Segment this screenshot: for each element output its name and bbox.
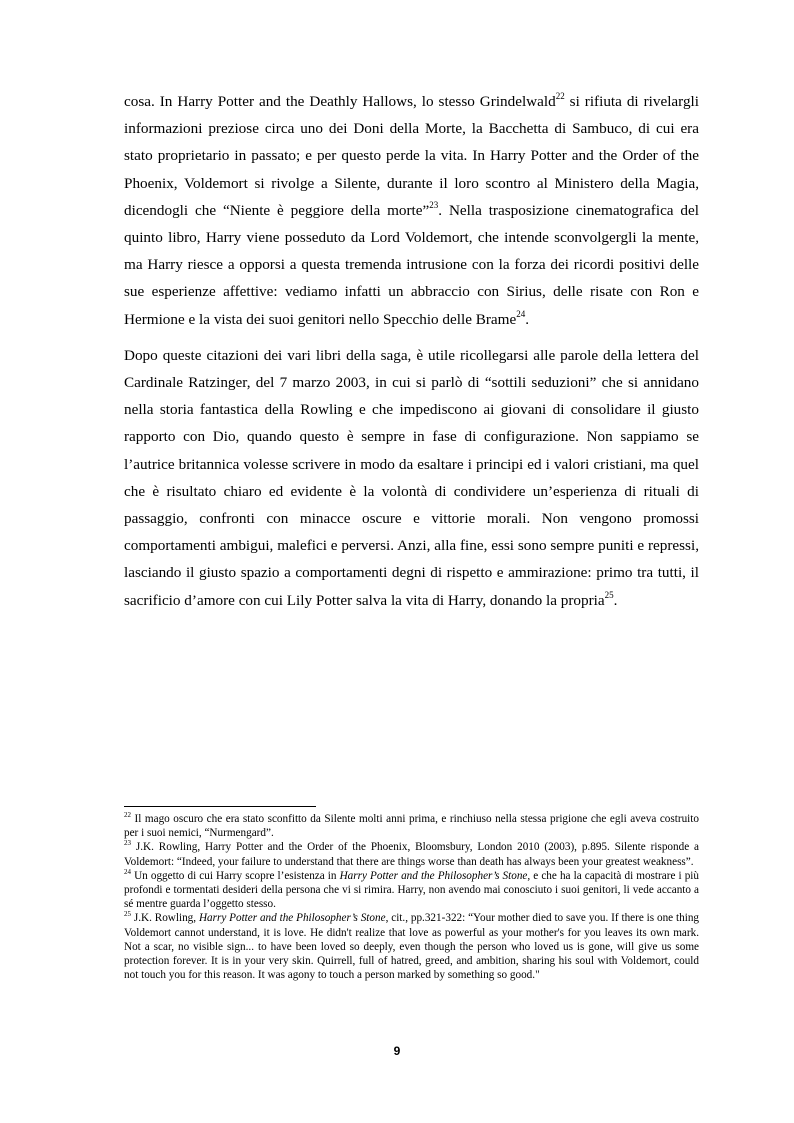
footnote-reference: 25 [604,589,614,600]
footnote [124,869,699,912]
footnote-reference: 22 [555,91,565,101]
paragraph [124,342,699,614]
footnote [124,840,699,868]
page-number: 9 [393,1044,401,1058]
text-segment: J.K. Rowling, Harry Potter and the Order of the Phoenix, Bloomsbury, London 2010 (2003), p.895. Silente risponde a Voldemort: “Indeed, your failure to understand that there are things worse than death has always been your greatest weakness”. [124,841,699,868]
text-segment: e che ha la capacità di mostrare i più profondi e tormentati desideri della persona che vi si rimira. Harry, non avendo mai conosciuto i suoi genitori, li vede accanto a sé mentre guarda l’oggetto stesso. [124,869,699,911]
text-segment: Un oggetto di cui Harry scopre l’esistenza in [131,869,340,882]
footnote-reference: 24 [516,308,526,319]
footnote-reference: 23 [429,199,439,210]
footnotes [124,812,699,982]
italic-text: Harry Potter and the Philosopher’s Stone [198,912,386,925]
text-segment: . Nella trasposizione cinematografica del quinto libro, Harry viene posseduto da Lord Voldemort, che intende sconvolgergli la mente, ma Harry riesce a opporsi a questa tremenda intrusione con la forza dei ricordi positivi delle sue esperienze affettive: vediamo infatti un abbraccio con Sirius, delle risate con Ron e Hermione e la vista dei suoi genitori nello Specchio delle Brame [124,201,699,328]
footnote-number: 23 [124,839,131,848]
text-segment: cosa. In Harry Potter and the Deathly Hallows, lo stesso Grindelwald [124,93,556,110]
text-segment: , cit., pp.321-322: “Your mother died to save you. If there is one thing Voldemort cannot understand, it is love. He didn't realize that love as powerful as your mother's for you leaves its own mark. Not a scar, no visible sign... to have been loved so deeply, even though the person who loved us is gone, will give us some protection forever. It is in your very skin. Quirrell, full of hatred, greed, and ambition, sharing his soul with Voldemort, could not touch you for this reason. It was agony to touch a person marked by something so good." [124,912,700,982]
footnote-number: 24 [124,867,131,876]
text-segment: J.K. Rowling, [131,912,199,925]
footnote [124,812,699,840]
text-segment: . [613,591,618,609]
footnote-number: 25 [124,910,131,919]
text-segment: . [525,310,530,328]
text-segment: Il mago oscuro che era stato sconfitto da Silente molti anni prima, e rinchiuso nella stessa prigione che egli aveva costruito per i suoi nemici, “Nurmengard”. [124,813,699,840]
text-segment: Dopo queste citazioni dei vari libri della saga, è utile ricollegarsi alle parole della lettera del Cardinale Ratzinger, del 7 marzo 2003, in cui si parlò di “sottili seduzioni” che si annidano nella storia fantastica della Rowling e che impediscono ai giovani di consolidare il giusto rapporto con Dio, quando questo è sempre in fase di configurazione. Non sappiamo se l’autrice britannica volesse scrivere in modo da esaltare i principi ed i valori cristiani, ma quel che è risultato chiaro ed evidente è la volontà di condividere un’esperienza di rituali di passaggio, confronti con minacce oscure e vittorie morali. Non vengono promossi comportamenti ambigui, malefici e perversi. Anzi, alla fine, essi sono sempre puniti e repressi, lasciando il giusto spazio a comportamenti degni di rispetto e ammirazione: primo tra tutti, il sacrificio d’amore con cui Lily Potter salva la vita di Harry, donando la propria [124,346,699,609]
italic-text: Harry Potter and the Philosopher’s Stone, [339,869,531,882]
footnote [124,911,699,982]
main-text [124,88,699,623]
footnote-separator [124,806,316,807]
text-segment: si rifiuta di rivelargli informazioni preziose circa uno dei Doni della Morte, la Bacchetta di Sambuco, di cui era stato proprietario in passato; e per questo perde la vita. In Harry Potter and the Order of the Phoenix, Voldemort si rivolge a Silente, durante il loro scontro al Ministero della Magia, dicendogli che “Niente è peggiore della morte” [124,93,699,219]
paragraph [124,88,699,333]
footnote-number: 22 [124,811,131,819]
